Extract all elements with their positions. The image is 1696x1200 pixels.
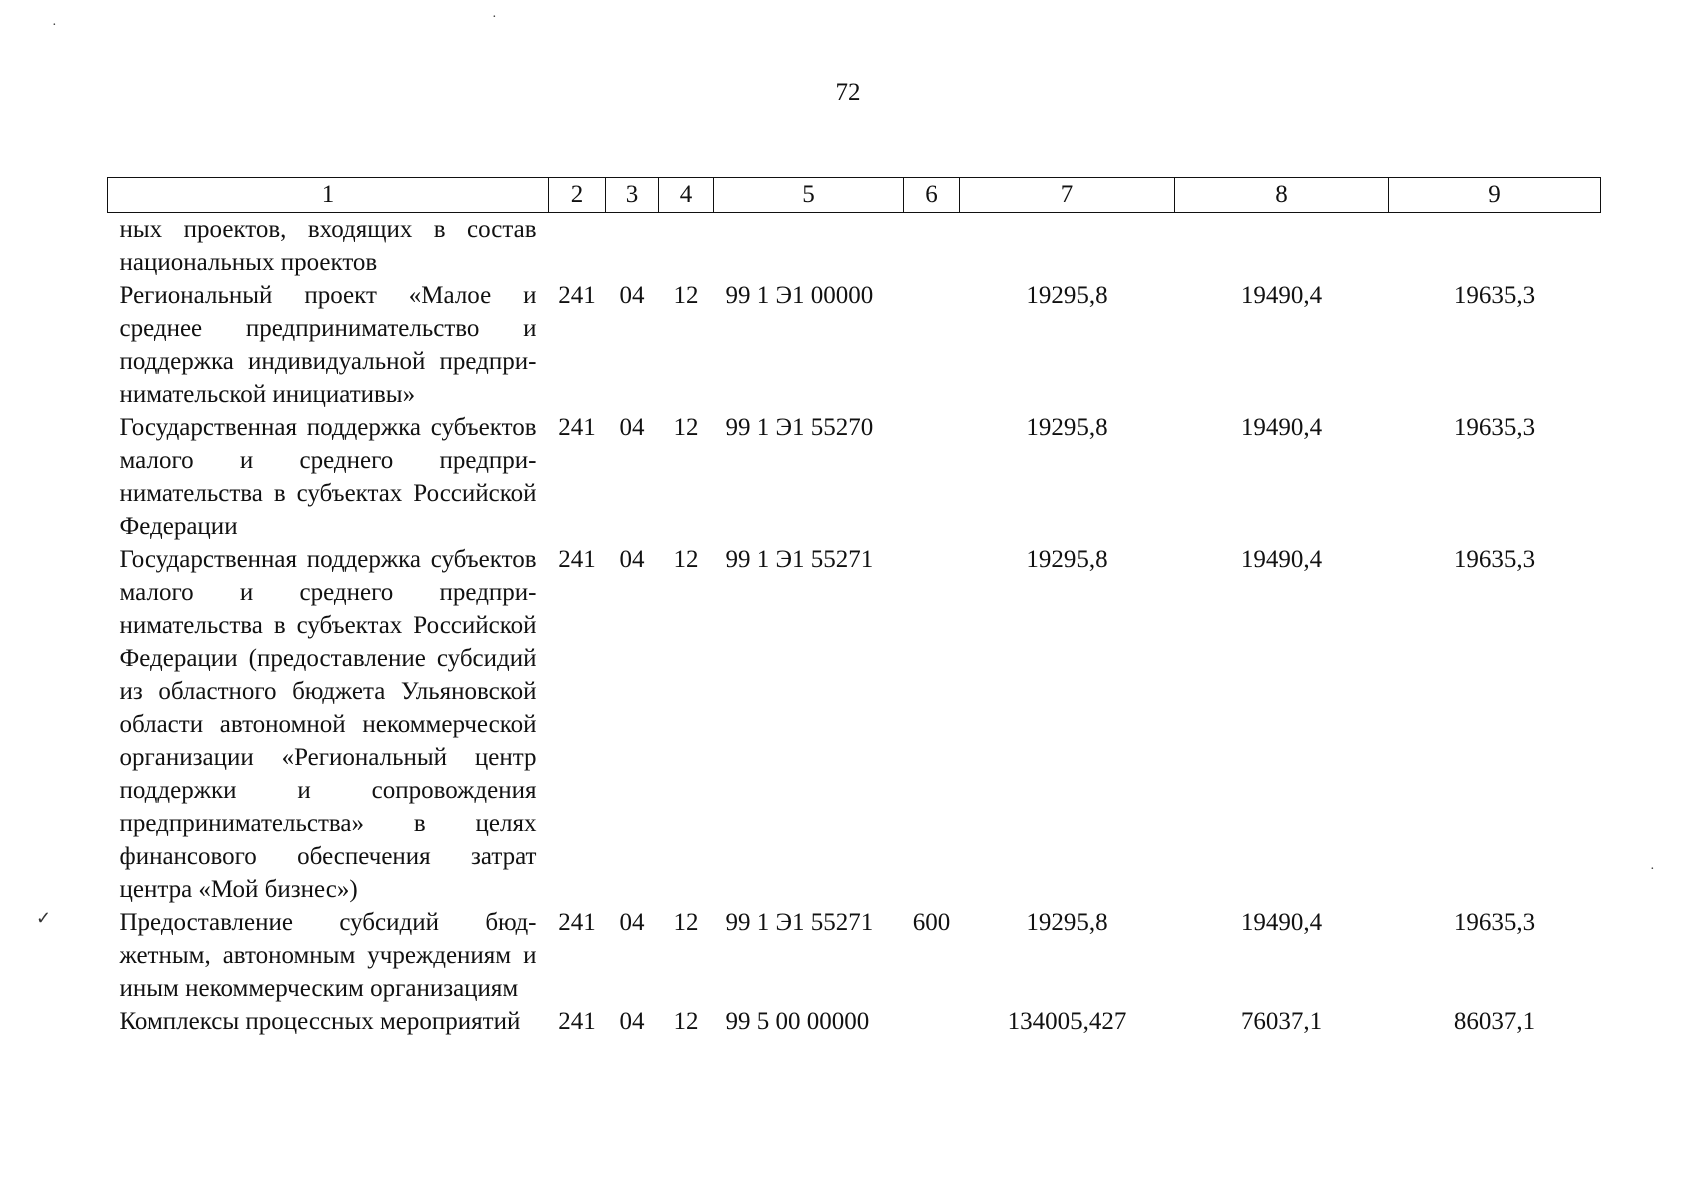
cell-ministry: 241 bbox=[558, 909, 596, 936]
header-col-7: 7 bbox=[960, 178, 1175, 213]
header-col-2: 2 bbox=[549, 178, 606, 213]
row-name: Комплексы процессных мероприятий bbox=[119, 1008, 521, 1035]
table-row bbox=[108, 411, 1601, 543]
cell-section: 04 bbox=[619, 414, 645, 441]
scan-speck: · bbox=[492, 10, 497, 25]
row-name: Предоставление субсидий бюджетным, автономным учреждениям и иным некоммерческим организациям bbox=[119, 909, 537, 1002]
header-col-5: 5 bbox=[714, 178, 904, 213]
cell-target-article bbox=[714, 213, 904, 280]
header-col-3: 3 bbox=[606, 178, 659, 213]
scan-speck: ✓ bbox=[36, 908, 52, 928]
cell-ministry: 241 bbox=[558, 1008, 596, 1035]
table-row bbox=[108, 279, 1601, 411]
cell-target-article: 99 5 00 00000 bbox=[725, 1008, 870, 1035]
table-row bbox=[108, 1005, 1601, 1038]
row-name: ных проектов, входящих в состав национальных проектов bbox=[119, 216, 537, 276]
cell-section: 04 bbox=[619, 1008, 645, 1035]
cell-section: 04 bbox=[619, 909, 645, 936]
cell-subsection: 12 bbox=[673, 546, 699, 573]
cell-amount-9: 19635,3 bbox=[1453, 414, 1536, 441]
cell-subsection: 12 bbox=[673, 414, 699, 441]
cell-amount-9: 19635,3 bbox=[1453, 282, 1536, 309]
budget-table bbox=[107, 177, 1601, 1038]
cell-amount-9: 86037,1 bbox=[1453, 1008, 1536, 1035]
cell-amount-9: 19635,3 bbox=[1453, 546, 1536, 573]
cell-subsection bbox=[659, 213, 714, 280]
page-number: 72 bbox=[835, 79, 861, 106]
row-name: Государственная поддержка субъектов малого и среднего предпринимательства в субъектах Российской Федерации bbox=[119, 414, 537, 540]
cell-ministry bbox=[549, 213, 606, 280]
cell-amount-8: 19490,4 bbox=[1240, 909, 1323, 936]
cell-amount-7: 19295,8 bbox=[1026, 909, 1108, 936]
cell-target-article: 99 1 Э1 55271 bbox=[725, 909, 874, 936]
cell-target-article: 99 1 Э1 55271 bbox=[725, 546, 874, 573]
header-col-9: 9 bbox=[1389, 178, 1601, 213]
header-col-6: 6 bbox=[904, 178, 960, 213]
header-col-1: 1 bbox=[108, 178, 549, 213]
scan-speck: · bbox=[1650, 862, 1655, 877]
header-col-4: 4 bbox=[659, 178, 714, 213]
cell-section: 04 bbox=[619, 546, 645, 573]
cell-subsection: 12 bbox=[673, 909, 699, 936]
cell-section bbox=[606, 213, 659, 280]
scan-speck: · bbox=[52, 18, 57, 33]
cell-target-article: 99 1 Э1 55270 bbox=[725, 414, 874, 441]
cell-ministry: 241 bbox=[558, 282, 596, 309]
cell-ministry: 241 bbox=[558, 414, 596, 441]
table-row bbox=[108, 213, 1601, 280]
cell-amount-7: 19295,8 bbox=[1026, 414, 1108, 441]
cell-expense-type: 600 bbox=[912, 909, 951, 936]
cell-expense-type bbox=[904, 411, 960, 543]
cell-expense-type bbox=[904, 279, 960, 411]
cell-subsection: 12 bbox=[673, 282, 699, 309]
cell-target-article: 99 1 Э1 00000 bbox=[725, 282, 874, 309]
cell-amount-8: 76037,1 bbox=[1240, 1008, 1323, 1035]
cell-ministry: 241 bbox=[558, 546, 596, 573]
cell-expense-type bbox=[904, 543, 960, 906]
cell-amount-9 bbox=[1389, 213, 1601, 280]
cell-amount-8: 19490,4 bbox=[1240, 414, 1323, 441]
cell-amount-9: 19635,3 bbox=[1453, 909, 1536, 936]
table-row bbox=[108, 906, 1601, 1005]
cell-amount-7: 134005,427 bbox=[1007, 1008, 1127, 1035]
cell-amount-8 bbox=[1175, 213, 1389, 280]
cell-amount-7: 19295,8 bbox=[1026, 282, 1108, 309]
cell-expense-type bbox=[904, 213, 960, 280]
row-name: Государственная поддержка субъектов малого и среднего предпринимательства в субъектах Российской Федерации (предоставление субсидий из областного бюджета Ульяновской области автономной некоммерческой организации «Региональный центр поддержки и сопровождения предпринимательства» в целях финансового обеспечения затрат центра «Мой бизнес») bbox=[119, 546, 537, 903]
header-col-8: 8 bbox=[1175, 178, 1389, 213]
header-row bbox=[108, 178, 1601, 213]
cell-amount-7 bbox=[960, 213, 1175, 280]
cell-section: 04 bbox=[619, 282, 645, 309]
cell-expense-type bbox=[904, 1005, 960, 1038]
cell-amount-8: 19490,4 bbox=[1240, 546, 1323, 573]
cell-amount-7: 19295,8 bbox=[1026, 546, 1108, 573]
cell-subsection: 12 bbox=[673, 1008, 699, 1035]
table-row bbox=[108, 543, 1601, 906]
row-name: Региональный проект «Малое и среднее предпринимательство и поддержка индивидуальной предпринимательской инициативы» bbox=[119, 282, 537, 408]
cell-amount-8: 19490,4 bbox=[1240, 282, 1323, 309]
